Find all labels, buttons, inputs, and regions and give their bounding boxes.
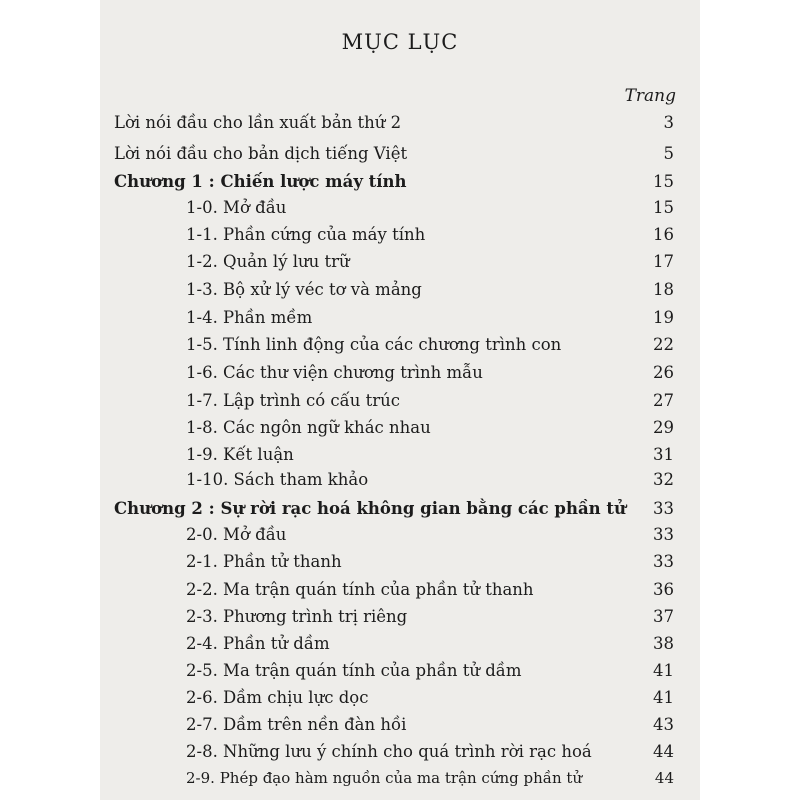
toc-entry [100,223,700,247]
toc-entry-page: 43 [653,715,674,734]
toc-entry-text: 2-1. Phần tử thanh [186,552,342,571]
toc-entry-page: 17 [653,252,674,271]
page-title: MỤC LỤC [341,30,459,54]
toc-entry-page: 19 [653,308,674,327]
toc-entry-page: 15 [653,172,674,191]
toc-entry-page: 33 [653,525,674,544]
toc-entry [100,389,700,413]
toc-entry [100,333,700,357]
toc-entry [100,306,700,330]
toc-entry-page: 26 [653,363,674,382]
toc-entry-text: 1-1. Phần cứng của máy tính [186,225,426,244]
toc-chapter-text: Chương 2 : Sự rời rạc hoá không gian bằng các phần tử [114,499,627,518]
toc-entry [100,605,700,629]
toc-entry [100,196,700,220]
toc-entry [100,278,700,302]
toc-entry-text: 2-6. Dầm chịu lực dọc [186,688,369,707]
toc-entry [100,416,700,440]
toc-entry [100,766,700,790]
toc-entry-page: 41 [653,661,674,680]
toc-entry-text: 2-0. Mở đầu [186,525,287,544]
toc-entry-text: 1-9. Kết luận [186,445,294,464]
book-page [100,0,700,800]
toc-entry-text: 2-4. Phần tử dầm [186,634,330,653]
toc-entry-text: 1-3. Bộ xử lý véc tơ và mảng [186,280,422,299]
toc-entry [100,111,700,135]
toc-entry-page: 33 [653,499,674,518]
toc-entry-text: 2-8. Những lưu ý chính cho quá trình rời rạc hoá [186,742,592,761]
toc-entry-text: 2-2. Ma trận quán tính của phần tử thanh [186,580,534,599]
page-column-header: Trang [624,86,676,106]
toc-entry-page: 38 [653,634,674,653]
toc-entry [100,713,700,737]
toc-entry-page: 44 [653,742,674,761]
toc-entry [100,142,700,166]
toc-entry-page: 22 [653,335,674,354]
toc-entry [100,550,700,574]
toc-entry-page: 27 [653,391,674,410]
toc-entry-page: 29 [653,418,674,437]
toc-entry-page: 44 [654,769,674,787]
toc-chapter [100,497,700,521]
toc-entry-text: 2-9. Phép đạo hàm nguồn của ma trận cứng phần tử [186,769,583,787]
toc-entry-text: 2-7. Dầm trên nền đàn hồi [186,715,407,734]
toc-entry-page: 18 [653,280,674,299]
toc-chapter [100,170,700,194]
toc-entry [100,443,700,467]
toc-entry-text: 1-8. Các ngôn ngữ khác nhau [186,418,431,437]
toc-entry [100,686,700,710]
toc-entry-text: Lời nói đầu cho lần xuất bản thứ 2 [114,113,402,132]
toc-entry [100,250,700,274]
toc-entry [100,578,700,602]
toc-entry-page: 16 [653,225,674,244]
toc-entry-page: 5 [663,144,674,163]
toc-entry-text: 1-7. Lập trình có cấu trúc [186,391,400,410]
toc-entry [100,523,700,547]
toc-entry-text: 1-10. Sách tham khảo [186,470,369,489]
toc-entry [100,468,700,492]
toc-entry-text: 1-2. Quản lý lưu trữ [186,252,350,271]
toc-entry-page: 32 [653,470,674,489]
toc-chapter-text: Chương 1 : Chiến lược máy tính [114,172,407,191]
toc-entry [100,740,700,764]
toc-entry-page: 41 [653,688,674,707]
toc-entry [100,632,700,656]
toc-entry-text: Lời nói đầu cho bản dịch tiếng Việt [114,144,408,163]
toc-entry-page: 3 [663,113,674,132]
toc-entry-text: 1-4. Phần mềm [186,308,313,327]
toc-entry-page: 33 [653,552,674,571]
toc-entry-text: 1-0. Mở đầu [186,198,287,217]
toc-entry-text: 2-3. Phương trình trị riêng [186,607,408,626]
toc-entry [100,361,700,385]
toc-entry-page: 36 [653,580,674,599]
toc-entry-page: 31 [653,445,674,464]
toc-entry-page: 15 [653,198,674,217]
toc-entry-page: 37 [653,607,674,626]
toc-entry-text: 1-5. Tính linh động của các chương trình con [186,335,562,354]
toc-entry [100,659,700,683]
toc-entry-text: 2-5. Ma trận quán tính của phần tử dầm [186,661,522,680]
toc-entry-text: 1-6. Các thư viện chương trình mẫu [186,363,483,382]
